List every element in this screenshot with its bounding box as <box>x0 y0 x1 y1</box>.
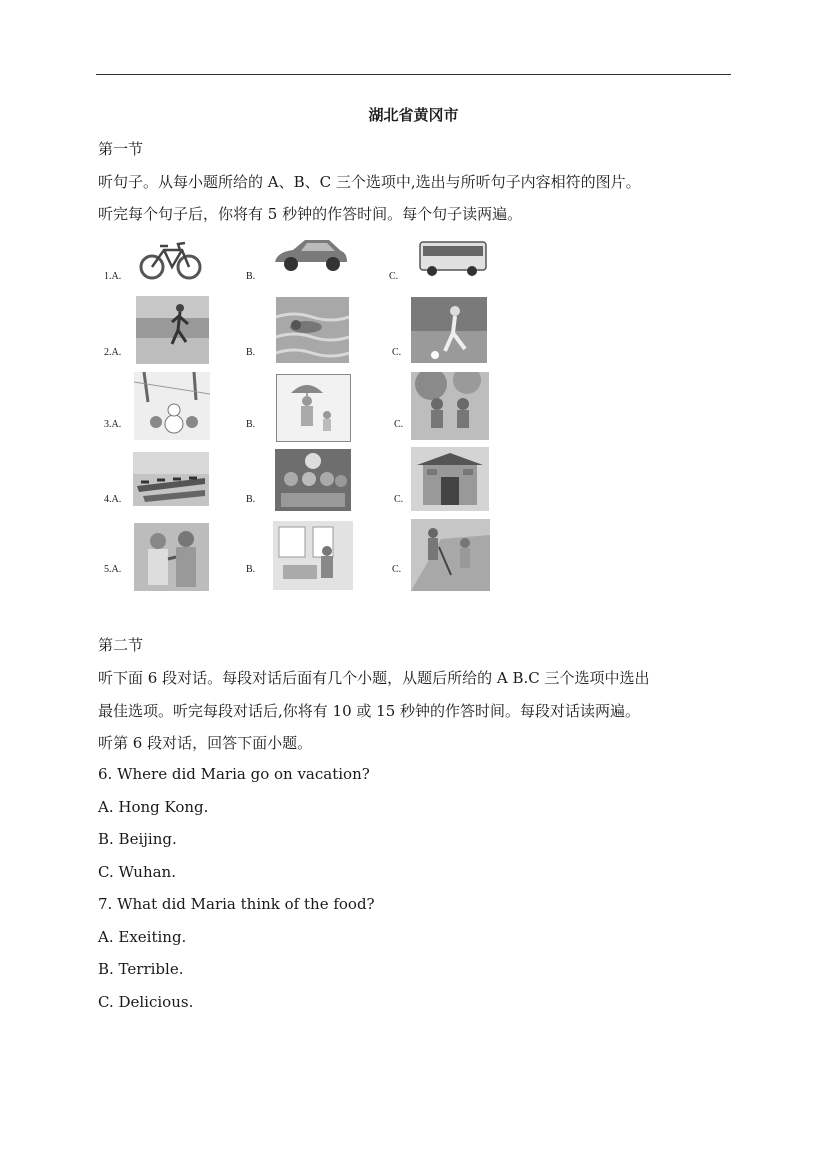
section2-instruction-3: 听第 6 段对话，回答下面小题。 <box>98 734 313 752</box>
question-6: 6. Where did Maria go on vacation? <box>98 765 370 783</box>
question-7: 7. What did Maria think of the food? <box>98 895 375 913</box>
running-picture <box>136 296 209 364</box>
sweeping-street-picture <box>411 519 490 591</box>
option-label: B. <box>246 419 256 430</box>
section2-instruction-2: 最佳选项。听完每段对话后,你将有 10 或 15 秒钟的作答时间。每段对话读两遍。 <box>98 702 641 720</box>
option-label: B. <box>246 564 256 575</box>
question-7-option-a: A. Exeiting. <box>98 928 187 946</box>
section2-heading: 第二节 <box>98 636 144 654</box>
question-6-option-b: B. Beijing. <box>98 830 177 848</box>
car-picture <box>271 234 349 274</box>
section1-heading: 第一节 <box>98 140 144 158</box>
rain-picture <box>276 374 351 442</box>
option-label: 2.A. <box>104 347 122 358</box>
helping-elderly-picture <box>134 523 209 591</box>
option-label: C. <box>392 347 402 358</box>
cleaning-room-picture <box>273 521 353 590</box>
family-dinner-picture <box>275 449 351 511</box>
question-6-option-a: A. Hong Kong. <box>98 798 209 816</box>
option-label: B. <box>246 271 256 282</box>
option-label: B. <box>246 347 256 358</box>
option-label: 1.A. <box>104 271 122 282</box>
snow-picture <box>134 372 210 440</box>
question-7-option-b: B. Terrible. <box>98 960 184 978</box>
option-label: 3.A. <box>104 419 122 430</box>
question-6-option-c: C. Wuhan. <box>98 863 176 881</box>
question-7-option-c: C. Delicious. <box>98 993 194 1011</box>
option-label: C. <box>389 271 399 282</box>
autumn-picture <box>411 372 489 440</box>
header-rule <box>96 74 731 75</box>
option-label: 4.A. <box>104 494 122 505</box>
option-label: C. <box>392 564 402 575</box>
swimming-picture <box>276 297 349 363</box>
temple-gate-picture <box>411 447 489 511</box>
soccer-picture <box>411 297 487 363</box>
page-title: 湖北省黄冈市 <box>368 106 459 124</box>
option-label: 5.A. <box>104 564 122 575</box>
section1-instruction-1: 听句子。从每小题所给的 A、B、C 三个选项中,选出与所听句子内容相符的图片。 <box>98 173 641 191</box>
option-label: C. <box>394 494 404 505</box>
section2-instruction-1: 听下面 6 段对话。每段对话后面有几个小题，从题后所给的 A B.C 三个选项中选出 <box>98 669 650 687</box>
option-label: B. <box>246 494 256 505</box>
option-label: C. <box>394 419 404 430</box>
bicycle-picture <box>136 238 206 282</box>
section1-instruction-2: 听完每个句子后，你将有 5 秒钟的作答时间。每个句子读两遍。 <box>98 205 523 223</box>
bus-picture <box>414 236 490 278</box>
dragon-boat-picture <box>133 452 209 506</box>
